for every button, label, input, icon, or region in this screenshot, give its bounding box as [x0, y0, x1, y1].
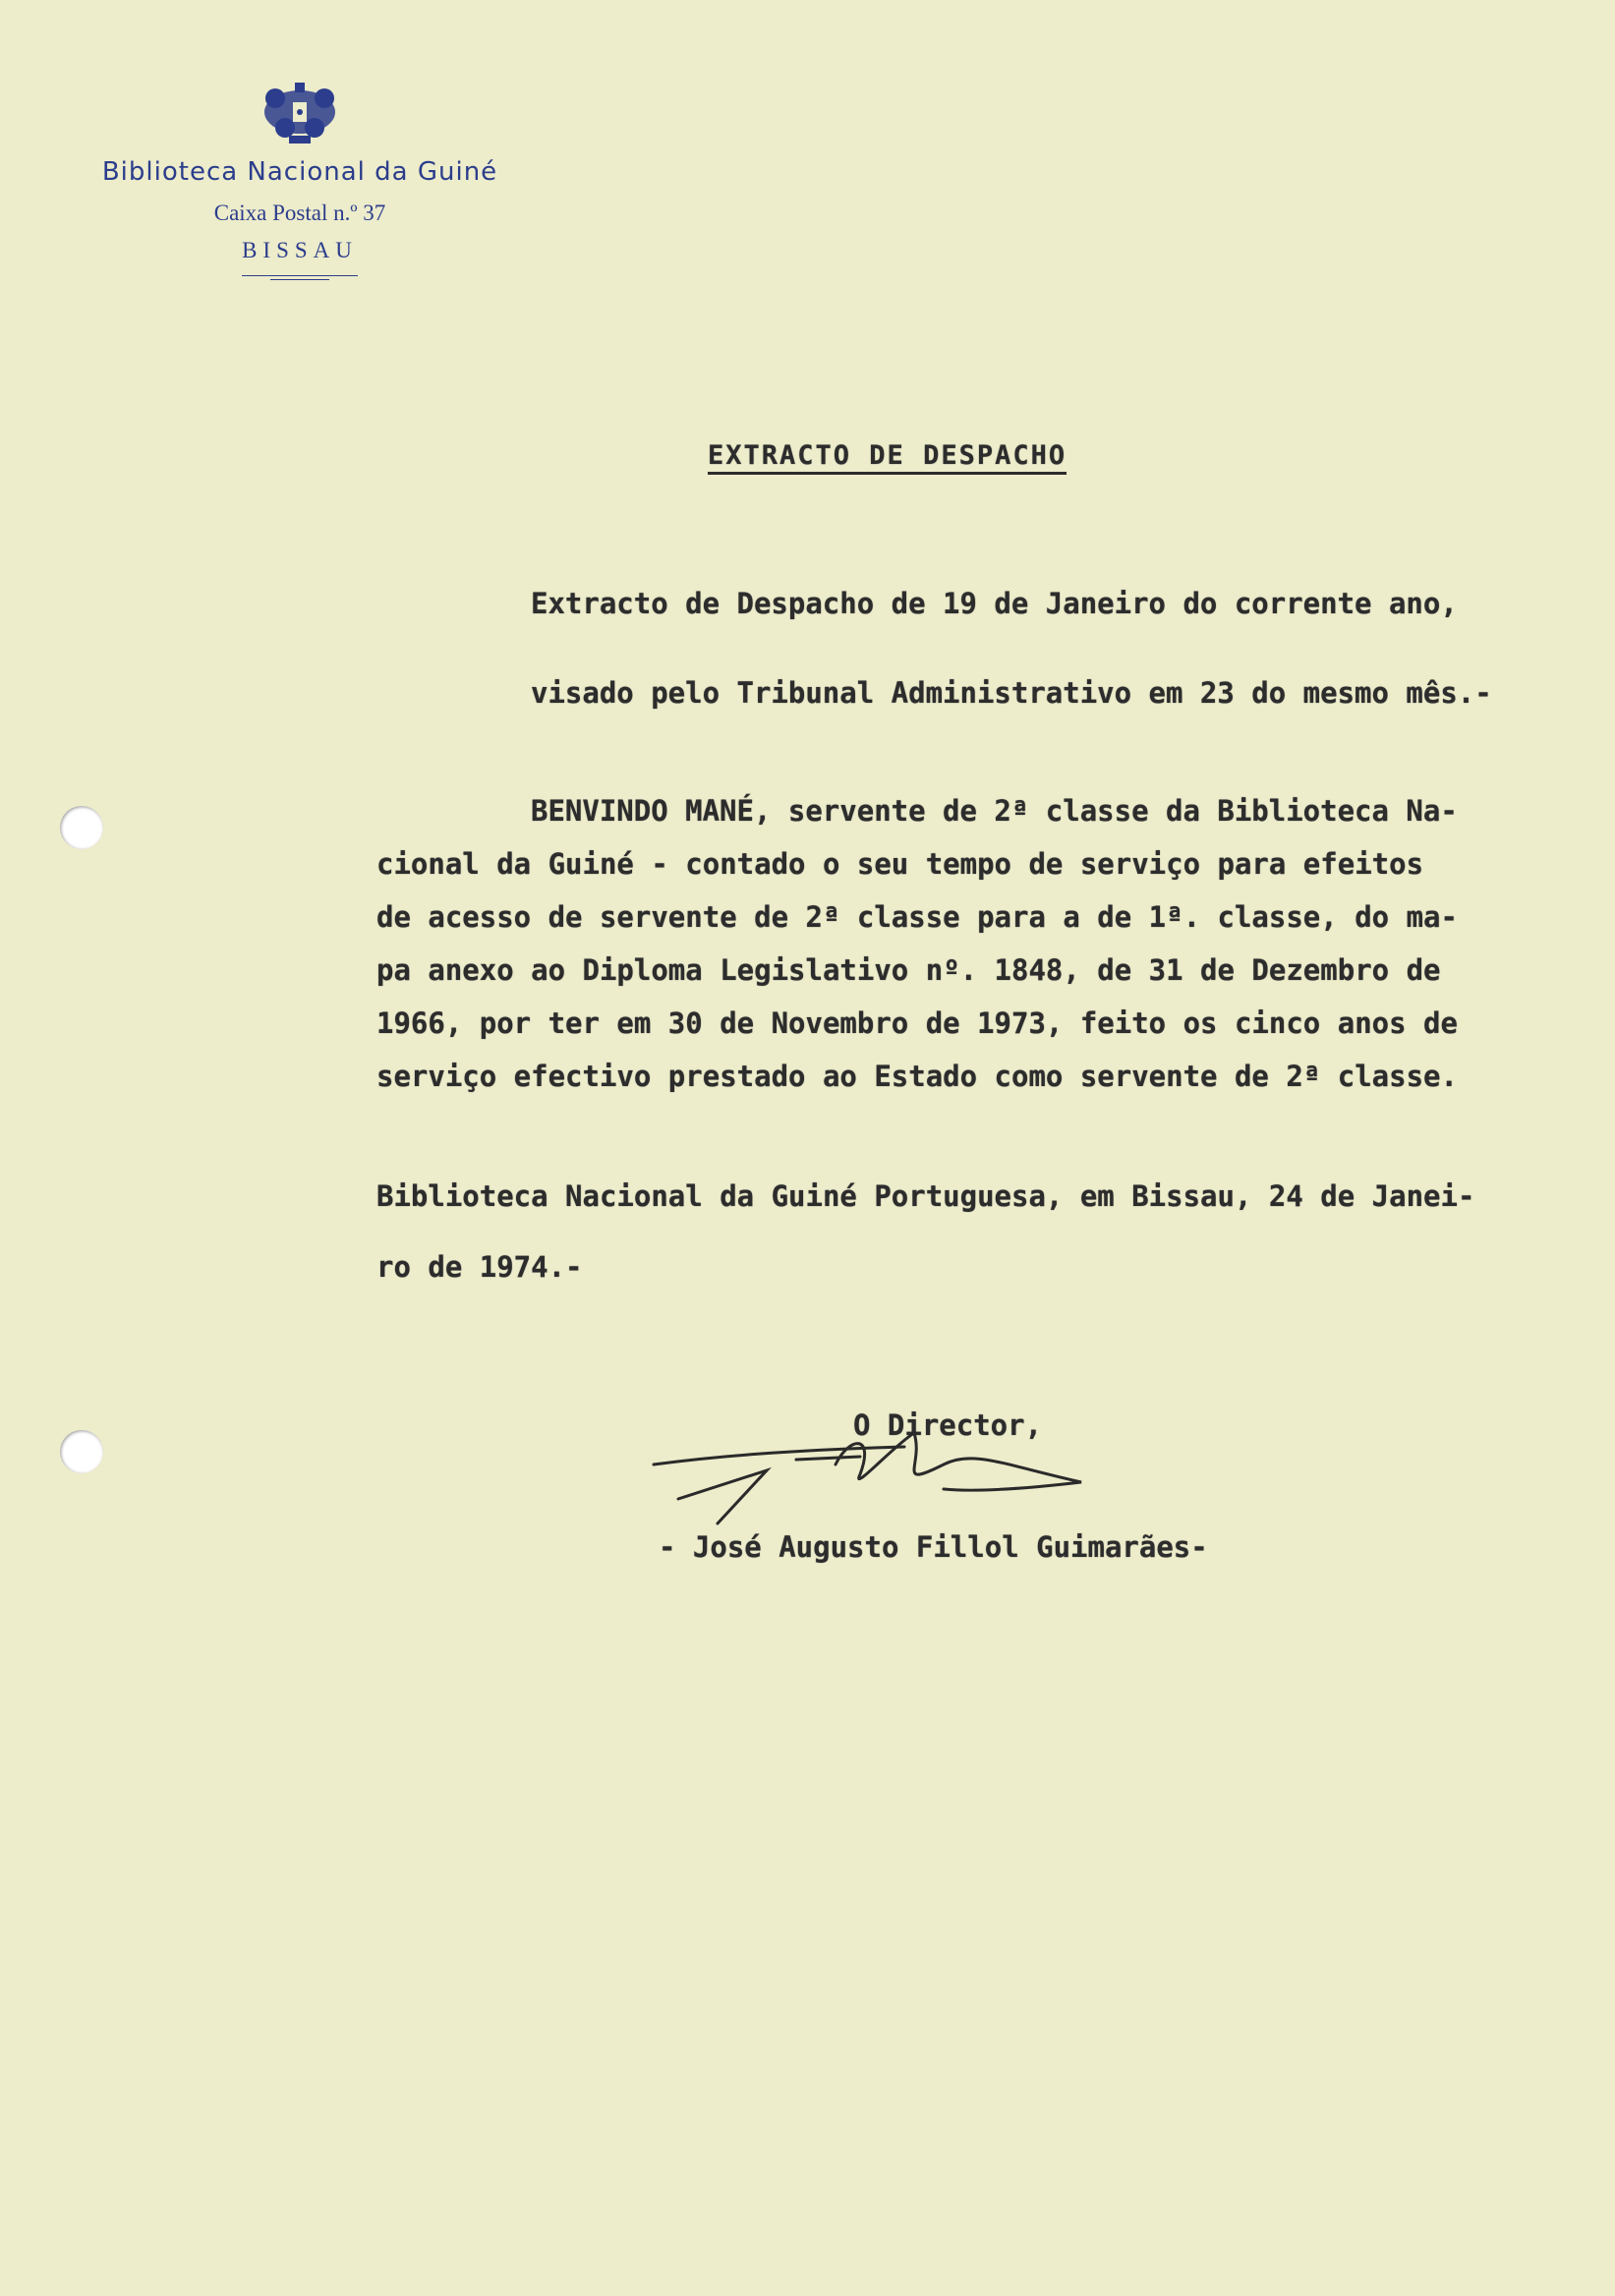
text-line: de acesso de servente de 2ª classe para a de 1ª. classe, do ma- — [376, 900, 1458, 934]
coat-of-arms-icon — [256, 79, 344, 149]
text-line: 1966, por ter em 30 de Novembro de 1973, feito os cinco anos de — [376, 1006, 1458, 1040]
postal-box: Caixa Postal n.º 37 — [213, 201, 386, 225]
text-line: Biblioteca Nacional da Guiné Portuguesa, em Bissau, 24 de Janei- — [376, 1179, 1475, 1213]
signature — [649, 1406, 1121, 1533]
letterhead — [59, 79, 541, 280]
text-line: BENVINDO MANÉ, servente de 2ª classe da Biblioteca Na- — [531, 794, 1458, 828]
institution-name: Biblioteca Nacional da Guiné — [101, 157, 498, 187]
text-line: serviço efectivo prestado ao Estado como servente de 2ª classe. — [376, 1060, 1458, 1093]
signatory-name: - José Augusto Fillol Guimarães- — [659, 1530, 1208, 1564]
divider — [270, 279, 329, 280]
punch-hole — [60, 1430, 103, 1473]
text-line: pa anexo ao Diploma Legislativo nº. 1848, de 31 de Dezembro de — [376, 953, 1441, 987]
closing: O Director, — [853, 1408, 1043, 1442]
text-line: Extracto de Despacho de 19 de Janeiro do corrente ano, — [531, 587, 1458, 620]
text-line: ro de 1974.- — [376, 1250, 583, 1284]
punch-hole — [60, 806, 103, 849]
text-line: cional da Guiné - contado o seu tempo de serviço para efeitos — [376, 847, 1424, 881]
divider — [242, 275, 358, 276]
city: BISSAU — [242, 238, 358, 262]
text-line: visado pelo Tribunal Administrativo em 23 do mesmo mês.- — [531, 676, 1492, 710]
document-title: EXTRACTO DE DESPACHO — [708, 440, 1067, 475]
